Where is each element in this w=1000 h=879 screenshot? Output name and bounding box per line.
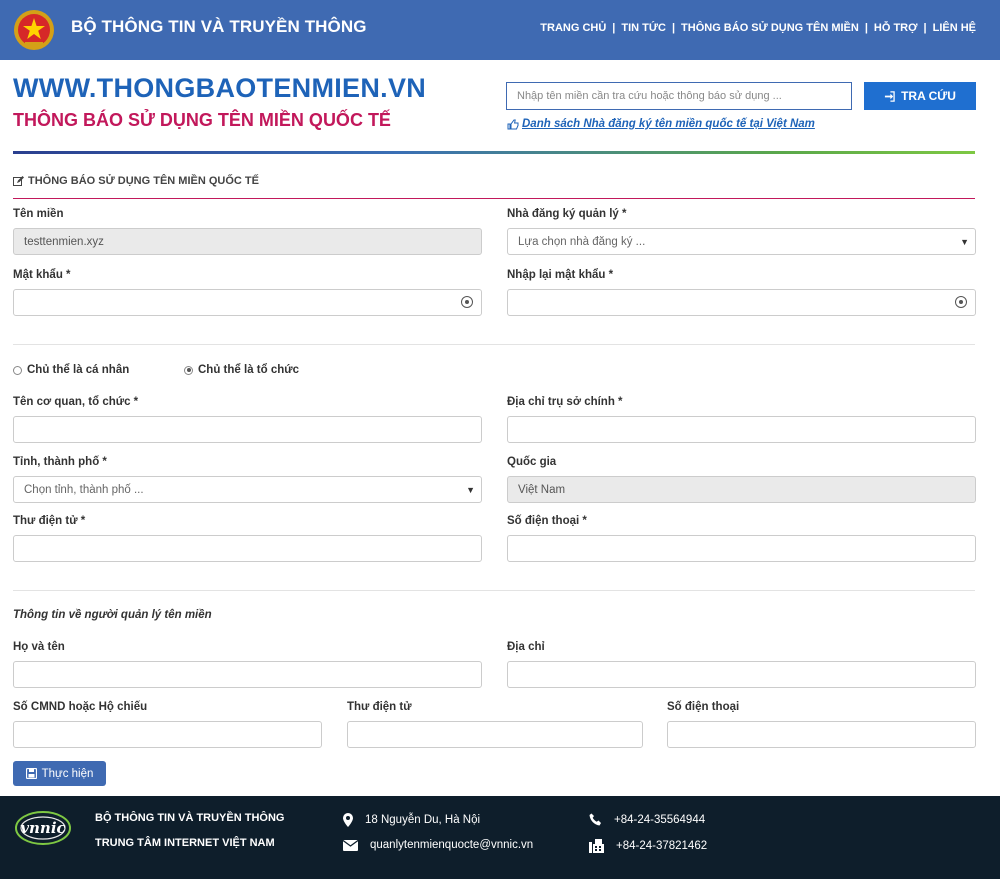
national-emblem-icon xyxy=(13,9,55,51)
org-name-label: Tên cơ quan, tổ chức * xyxy=(13,396,139,408)
footer-phone-text: +84-24-35564944 xyxy=(614,813,706,826)
radio-individual[interactable] xyxy=(13,364,129,376)
footer-address-text: 18 Nguyễn Du, Hà Nội xyxy=(365,814,481,826)
domain-value: testtenmien.xyz xyxy=(24,235,104,248)
country-value: Việt Nam xyxy=(518,483,566,496)
footer-address xyxy=(343,813,480,827)
top-nav xyxy=(540,22,976,34)
footer xyxy=(0,796,1000,879)
phone-label: Số điện thoại * xyxy=(507,515,587,527)
site-name: WWW.THONGBAOTENMIEN.VN xyxy=(13,73,427,103)
nav-contact[interactable]: LIÊN HỆ xyxy=(932,22,976,34)
envelope-icon xyxy=(343,840,358,851)
nav-separator: | xyxy=(923,22,927,34)
nav-separator: | xyxy=(612,22,616,34)
pointing-hand-icon xyxy=(507,119,519,130)
footer-email-text: quanlytenmienquocte@vnnic.vn xyxy=(370,839,534,851)
nav-domain-notice[interactable]: THÔNG BÁO SỬ DỤNG TÊN MIỀN xyxy=(681,22,859,34)
province-select-placeholder: Chọn tỉnh, thành phố ... xyxy=(24,483,144,496)
lookup-button-label: TRA CỨU xyxy=(901,89,956,103)
domain-search-input[interactable] xyxy=(506,82,852,110)
registrar-list-link[interactable] xyxy=(507,118,815,130)
lookup-button[interactable] xyxy=(864,82,976,110)
registrar-label: Nhà đăng ký quản lý * xyxy=(507,208,627,220)
show-password-icon[interactable] xyxy=(461,296,473,308)
radio-individual-label: Chủ thể là cá nhân xyxy=(27,364,130,376)
address-label: Địa chỉ xyxy=(507,641,545,653)
nav-separator: | xyxy=(864,22,868,34)
province-label: Tỉnh, thành phố * xyxy=(13,456,107,468)
org-name-input[interactable] xyxy=(13,416,482,443)
manager-info-heading: Thông tin về người quản lý tên miền xyxy=(13,609,212,621)
radio-organization[interactable] xyxy=(184,364,299,376)
domain-label: Tên miền xyxy=(13,208,64,220)
sign-in-icon xyxy=(884,91,895,102)
caret-down-icon: ▼ xyxy=(960,237,969,247)
password-confirm-input[interactable] xyxy=(507,289,976,316)
nav-separator: | xyxy=(671,22,676,34)
divider xyxy=(13,590,975,591)
email-label: Thư điện tử * xyxy=(13,515,86,527)
manager-email-input[interactable] xyxy=(347,721,643,748)
country-label: Quốc gia xyxy=(507,456,557,468)
edit-icon xyxy=(13,176,24,187)
nav-support[interactable]: HỖ TRỢ xyxy=(873,22,918,34)
password-label: Mật khẩu * xyxy=(13,269,71,281)
divider xyxy=(13,344,975,345)
registrar-list-link-text: Danh sách Nhà đăng ký tên miền quốc tế tại Việt Nam xyxy=(522,118,815,130)
top-header xyxy=(0,0,1000,60)
fullname-input[interactable] xyxy=(13,661,482,688)
vnnic-logo-text: vnnic xyxy=(20,819,66,837)
header-divider xyxy=(13,151,975,154)
registrar-select-placeholder: Lựa chọn nhà đăng ký ... xyxy=(518,235,646,248)
province-select[interactable] xyxy=(13,476,482,503)
radio-circle-selected xyxy=(184,366,193,375)
hq-address-input[interactable] xyxy=(507,416,976,443)
radio-organization-label: Chủ thể là tổ chức xyxy=(198,364,299,376)
manager-phone-label: Số điện thoại xyxy=(667,701,740,713)
save-icon xyxy=(26,768,37,779)
email-input[interactable] xyxy=(13,535,482,562)
section-divider xyxy=(13,198,975,199)
domain-field xyxy=(13,228,482,255)
footer-email[interactable] xyxy=(343,839,533,851)
footer-fax-text: +84-24-37821462 xyxy=(616,840,708,852)
fullname-label: Họ và tên xyxy=(13,641,65,653)
show-password-icon[interactable] xyxy=(955,296,967,308)
form-section-title-text: THÔNG BÁO SỬ DỤNG TÊN MIỀN QUỐC TẾ xyxy=(28,175,259,187)
form-section-title xyxy=(13,175,259,187)
radio-circle xyxy=(13,366,22,375)
fax-icon xyxy=(589,839,604,853)
footer-phone xyxy=(589,813,705,826)
nav-home[interactable]: TRANG CHỦ xyxy=(540,22,607,34)
caret-down-icon: ▼ xyxy=(466,485,475,495)
footer-fax xyxy=(589,839,707,853)
phone-icon xyxy=(589,813,602,826)
hq-address-label: Địa chỉ trụ sở chính * xyxy=(507,396,623,408)
id-number-label: Số CMND hoặc Hộ chiếu xyxy=(13,701,148,713)
password-input[interactable] xyxy=(13,289,482,316)
footer-ministry: BỘ THÔNG TIN VÀ TRUYỀN THÔNG xyxy=(95,812,285,824)
password-confirm-label: Nhập lại mật khẩu * xyxy=(507,269,614,281)
map-marker-icon xyxy=(343,813,353,827)
ministry-title: BỘ THÔNG TIN VÀ TRUYỀN THÔNG xyxy=(71,17,367,36)
site-subtitle: THÔNG BÁO SỬ DỤNG TÊN MIỀN QUỐC TẾ xyxy=(13,110,391,130)
country-field xyxy=(507,476,976,503)
address-input[interactable] xyxy=(507,661,976,688)
manager-phone-input[interactable] xyxy=(667,721,976,748)
registrar-select[interactable] xyxy=(507,228,976,255)
submit-button-label: Thực hiện xyxy=(41,767,94,780)
phone-input[interactable] xyxy=(507,535,976,562)
manager-email-label: Thư điện tử xyxy=(347,701,412,713)
id-number-input[interactable] xyxy=(13,721,322,748)
vnnic-logo-icon xyxy=(14,808,72,848)
submit-button[interactable] xyxy=(13,761,106,786)
footer-vnnic: TRUNG TÂM INTERNET VIỆT NAM xyxy=(95,837,275,849)
nav-news[interactable]: TIN TỨC xyxy=(621,22,666,34)
